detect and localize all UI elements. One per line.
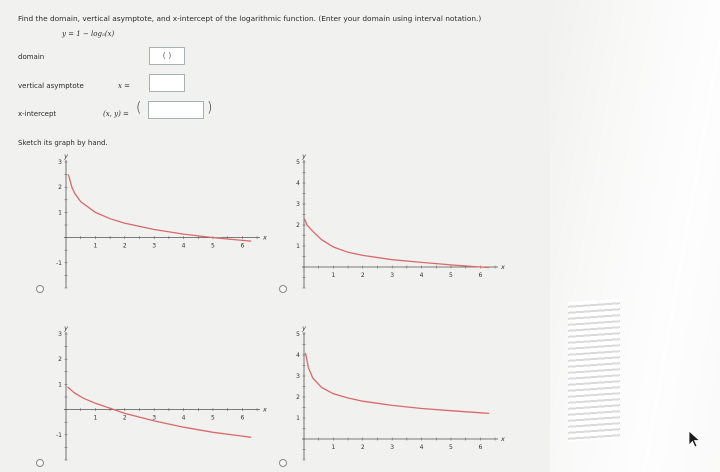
window-reflection — [568, 298, 620, 442]
intercept-label: x-intercept — [18, 110, 57, 118]
x-axis-label: x — [263, 233, 267, 242]
sketch-instruction: Sketch its graph by hand. — [18, 139, 108, 147]
x-tick-label: 3 — [152, 242, 157, 250]
mouse-cursor-icon — [688, 430, 702, 448]
domain-label: domain — [18, 53, 45, 61]
y-tick-label: 3 — [296, 201, 300, 208]
screen-glare — [550, 0, 720, 472]
x-axis-label: x — [263, 405, 267, 414]
question-prompt: Find the domain, vertical asymptote, and x-intercept of the logarithmic function. (Enter your domain using interval notation.) — [18, 14, 482, 23]
x-axis-label: x — [501, 435, 505, 443]
y-tick-label: 2 — [58, 184, 62, 192]
y-tick-label: 1 — [58, 381, 62, 389]
x-tick-label: 1 — [331, 444, 336, 451]
y-tick-label: 5 — [296, 159, 300, 166]
y-tick-label: 2 — [58, 356, 62, 364]
x-tick-label: 1 — [331, 272, 336, 279]
x-tick-label: 4 — [419, 272, 424, 279]
asymptote-label: vertical asymptote — [18, 82, 84, 90]
y-tick-label: 1 — [58, 209, 62, 217]
x-tick-label: 2 — [122, 414, 127, 422]
y-tick-label: 1 — [296, 243, 300, 250]
log-curve — [68, 175, 251, 242]
y-axis-label: y — [302, 152, 306, 160]
x-tick-label: 4 — [181, 414, 186, 422]
y-tick-label: 4 — [296, 180, 300, 187]
x-tick-label: 4 — [419, 444, 424, 451]
y-tick-label: 1 — [296, 415, 300, 422]
x-tick-label: 3 — [390, 444, 395, 451]
y-tick-label: -1 — [56, 259, 62, 267]
asymptote-input[interactable] — [149, 74, 185, 92]
domain-input[interactable]: ( ) — [149, 47, 185, 65]
x-tick-label: 6 — [478, 272, 483, 279]
graph-option-3-radio[interactable] — [36, 459, 44, 467]
graph-option-3 — [38, 322, 268, 472]
y-axis-label: y — [64, 152, 68, 160]
x-axis-label: x — [501, 263, 505, 271]
graph-option-2 — [276, 150, 506, 300]
x-tick-label: 2 — [360, 272, 365, 279]
x-tick-label: 6 — [240, 414, 245, 422]
y-tick-label: 3 — [58, 159, 62, 166]
graph-option-4 — [276, 322, 506, 472]
x-tick-label: 4 — [181, 242, 186, 250]
graph-option-1-radio[interactable] — [36, 285, 44, 293]
function-equation: y = 1 − log₅(x) — [62, 30, 115, 38]
x-tick-label: 1 — [93, 242, 98, 250]
intercept-input[interactable] — [148, 101, 204, 119]
x-tick-label: 5 — [211, 242, 215, 250]
x-tick-label: 1 — [93, 414, 98, 422]
x-tick-label: 5 — [211, 414, 215, 422]
y-tick-label: 2 — [296, 222, 300, 229]
y-tick-label: 5 — [296, 331, 300, 338]
x-tick-label: 2 — [122, 242, 127, 250]
x-tick-label: 6 — [240, 242, 245, 250]
asymptote-prefix: x = — [118, 82, 131, 90]
close-paren: ) — [207, 100, 213, 116]
y-tick-label: 2 — [296, 394, 300, 401]
y-tick-label: 4 — [296, 352, 300, 359]
x-tick-label: 5 — [449, 272, 453, 279]
graph-option-1 — [38, 150, 268, 300]
y-tick-label: 3 — [296, 373, 300, 380]
x-tick-label: 3 — [152, 414, 157, 422]
intercept-prefix: (x, y) = — [103, 110, 129, 118]
graph-option-4-radio[interactable] — [279, 459, 287, 467]
log-curve — [305, 219, 490, 268]
x-tick-label: 5 — [449, 444, 453, 451]
graph-option-2-radio[interactable] — [279, 285, 287, 293]
open-paren: ( — [136, 100, 142, 116]
y-axis-label: y — [64, 324, 68, 332]
log-curve — [306, 353, 490, 414]
x-tick-label: 6 — [478, 444, 483, 451]
x-tick-label: 3 — [390, 272, 395, 279]
x-tick-label: 2 — [360, 444, 365, 451]
y-tick-label: 3 — [58, 331, 62, 338]
log-curve — [68, 387, 252, 437]
y-axis-label: y — [302, 324, 306, 332]
y-tick-label: -1 — [56, 431, 62, 439]
